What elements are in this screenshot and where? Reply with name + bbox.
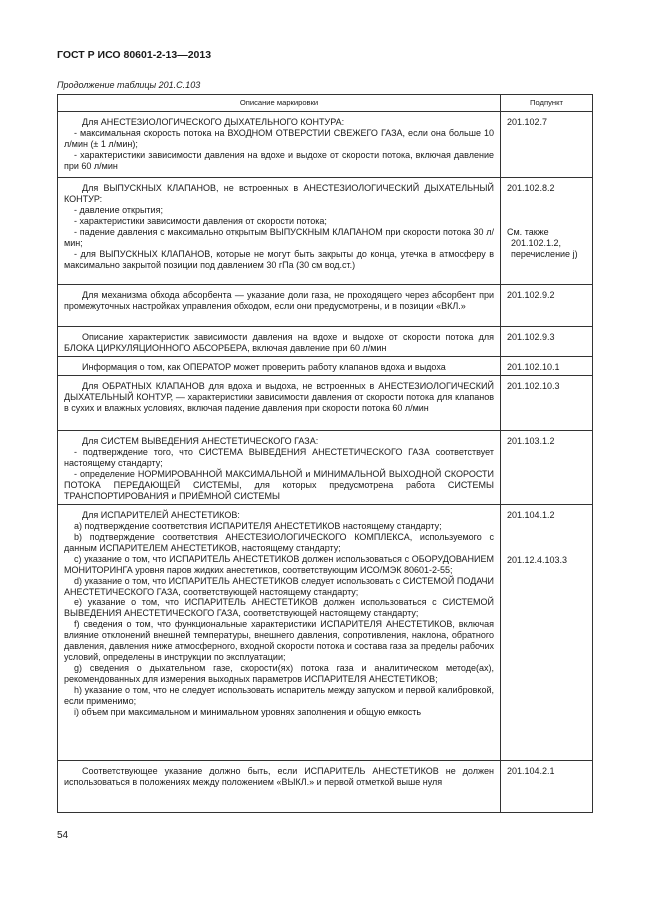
marking-description-cell (58, 375, 501, 430)
subclause-cell (501, 430, 593, 504)
description-line: - падение давления с максимально открытым ВЫПУСКНЫМ КЛАПАНОМ при скорости потока 30 л/мин; (64, 226, 494, 248)
subclause-cell (501, 178, 593, 285)
description-line: - давление открытия; (74, 204, 163, 215)
subclause-reference (507, 216, 586, 227)
marking-description-cell (58, 760, 501, 812)
document-id: ГОСТ Р ИСО 80601-2-13—2013 (57, 49, 212, 61)
description-line: - для ВЫПУСКНЫХ КЛАПАНОВ, которые не могут быть закрыты до конца, утечка в атмосферу в максимально закрытой позиции под давлением 30 гПа (30 см вод.ст.) (64, 248, 494, 270)
table-row (58, 285, 593, 327)
subclause-reference: 201.102.8.2 (507, 183, 555, 193)
description-line: g) сведения о дыхательном газе, скорости(ях) потока газа и аналитическом методе(ах), рекомендованных для измерения выходных параметров ИСПАРИТЕЛЯ АНЕСТЕТИКОВ; (64, 663, 494, 685)
subclause-reference: 201.102.9.2 (507, 290, 555, 300)
table-row (58, 112, 593, 178)
description-line: - характеристики зависимости давления от скорости потока; (74, 215, 327, 226)
marking-description-cell (58, 356, 501, 375)
subclause-cell (501, 285, 593, 327)
subclause-reference: См. также (507, 227, 549, 237)
table-row (58, 504, 593, 760)
subclause-reference: 201.102.9.3 (507, 332, 555, 342)
description-line: Для ИСПАРИТЕЛЕЙ АНЕСТЕТИКОВ: (82, 509, 240, 520)
col-header-description: Описание маркировки (58, 95, 501, 112)
description-line: - подтверждение того, что СИСТЕМА ВЫВЕДЕНИЯ АНЕСТЕТИЧЕСКОГО ГАЗА соответствует настоящему стандарту; (64, 446, 494, 468)
description-line: d) указание о том, что ИСПАРИТЕЛЬ АНЕСТЕТИКОВ следует использовать с СИСТЕМОЙ ПОДАЧИ АНЕСТЕТИЧЕСКОГО ГАЗА, соответствующей настоящему стандарту; (64, 575, 494, 597)
description-line: Информация о том, как ОПЕРАТОР может проверить работу клапанов вдоха и выдоха (82, 361, 446, 372)
subclause-reference: 201.104.2.1 (507, 765, 555, 776)
description-line: Для ВЫПУСКНЫХ КЛАПАНОВ, не встроенных в АНЕСТЕЗИОЛОГИЧЕСКИЙ ДЫХАТЕЛЬНЫЙ КОНТУР: (64, 183, 494, 204)
subclause-cell (501, 375, 593, 430)
description-line: f) сведения о том, что функциональные характеристики ИСПАРИТЕЛЯ АНЕСТЕТИКОВ, включая влияние отклонений внешней температуры, внешнего давления, сопротивления, наклона, обратного давления, давления ниже атмосферного, входной скорости потока и состава газа за пределы рабочих условий, определены в инструкции по эксплуатации; (64, 619, 495, 663)
subclause-cell (501, 356, 593, 375)
marking-description-cell (58, 285, 501, 327)
subclause-cell (501, 112, 593, 178)
subclause-reference: 201.103.1.2 (507, 435, 555, 446)
subclause-cell (501, 504, 593, 760)
description-line: - характеристики зависимости давления на вдохе и выдохе от скорости потока, включая давление при 60 л/мин (64, 149, 494, 171)
subclause-cell (501, 327, 593, 357)
table-row (58, 375, 593, 430)
description-line: b) подтверждение соответствия АНЕСТЕЗИОЛОГИЧЕСКОГО КОМПЛЕКСА, используемого с данным ИСПАРИТЕЛЕМ АНЕСТЕТИКОВ, настоящему стандарту; (64, 531, 494, 553)
subclause-reference: 201.12.4.103.3 (507, 554, 568, 565)
table-header-row (58, 95, 593, 112)
subclause-reference: 201.102.1.2, (511, 238, 562, 248)
table-row (58, 356, 593, 375)
description-line: - максимальная скорость потока на ВХОДНОМ ОТВЕРСТИИ СВЕЖЕГО ГАЗА, если она больше 10 л/мин (± 1 л/мин); (64, 127, 494, 149)
subclause-reference: 201.102.10.3 (507, 380, 560, 391)
description-line: c) указание о том, что ИСПАРИТЕЛЬ АНЕСТЕТИКОВ должен использоваться с ОБОРУДОВАНИЕМ МОНИТОРИНГА уровня паров жидких анестетиков, соответствующим ИСО/МЭК 80601-2-55; (64, 553, 494, 575)
description-line: i) объем при максимальном и минимальном уровнях заполнения и общую емкость (74, 707, 422, 718)
page-number: 54 (57, 830, 69, 841)
table-continuation-caption: Продолжение таблицы 201.С.103 (57, 80, 201, 90)
description-line: - определение НОРМИРОВАННОЙ МАКСИМАЛЬНОЙ и МИНИМАЛЬНОЙ ВЫХОДНОЙ СКОРОСТИ ПОТОКА ПЕРЕДАЮЩЕЙ СИСТЕМЫ, для которых предусмотрена работа СИСТЕМЫ ТРАНСПОРТИРОВАНИЯ и ПРИЁМНОЙ СИСТЕМЫ (64, 468, 494, 501)
table-row (58, 430, 593, 504)
description-line: Для СИСТЕМ ВЫВЕДЕНИЯ АНЕСТЕТИЧЕСКОГО ГАЗА: (82, 435, 319, 446)
description-line: e) указание о том, что ИСПАРИТЕЛЬ АНЕСТЕТИКОВ должен использоваться с СИСТЕМОЙ ВЫВЕДЕНИЯ АНЕСТЕТИЧЕСКОГО ГАЗА, соответствующей настоящему стандарту; (64, 597, 494, 619)
description-line: Описание характеристик зависимости давления на вдохе и выдохе от скорости потока для БЛОКА ЦИРКУЛЯЦИОННОГО АБСОРБЕРА, включая давление при 60 л/мин (64, 332, 494, 353)
subclause-reference (507, 194, 586, 205)
marking-description-cell (58, 112, 501, 178)
description-line: Для АНЕСТЕЗИОЛОГИЧЕСКОГО ДЫХАТЕЛЬНОГО КОНТУРА: (82, 117, 345, 127)
subclause-reference: 201.104.1.2 (507, 509, 555, 520)
description-line: Для механизма обхода абсорбента — указание доли газа, не проходящего через абсорбент при промежуточных настройках управления обходом, если они предусмотрены, и в позиции «ВКЛ.» (64, 290, 494, 311)
marking-description-cell (58, 178, 501, 285)
subclause-reference: 201.102.10.1 (507, 361, 560, 372)
description-line: h) указание о том, что не следует использовать испаритель между запуском и первой калибровкой, если применимо; (64, 685, 494, 707)
marking-description-cell (58, 504, 501, 760)
subclause-reference (507, 521, 586, 532)
subclause-reference: перечисление j) (511, 249, 578, 259)
subclause-cell (501, 760, 593, 812)
description-line: а) подтверждение соответствия ИСПАРИТЕЛЯ АНЕСТЕТИКОВ настоящему стандарту; (74, 520, 442, 531)
table-row (58, 760, 593, 812)
subclause-reference (507, 532, 586, 543)
subclause-reference: 201.102.7 (507, 117, 548, 127)
table-row (58, 327, 593, 357)
marking-table (57, 94, 593, 813)
marking-description-cell (58, 430, 501, 504)
table-row (58, 178, 593, 285)
marking-description-cell (58, 327, 501, 357)
description-line: Соответствующее указание должно быть, если ИСПАРИТЕЛЬ АНЕСТЕТИКОВ не должен использоваться в положениях между положением «ВЫКЛ.» и первой отметкой выше нуля (64, 765, 494, 787)
description-line: Для ОБРАТНЫХ КЛАПАНОВ для вдоха и выдоха, не встроенных в АНЕСТЕЗИОЛОГИЧЕСКИЙ ДЫХАТЕЛЬНЫЙ КОНТУР, — характеристики зависимости давления от скорости потока для клапанов в сухих и влажных условиях, включая падение давления при скорости потока 60 л/мин (64, 380, 494, 413)
subclause-reference (507, 205, 586, 216)
col-header-subclause: Подпункт (501, 95, 593, 112)
